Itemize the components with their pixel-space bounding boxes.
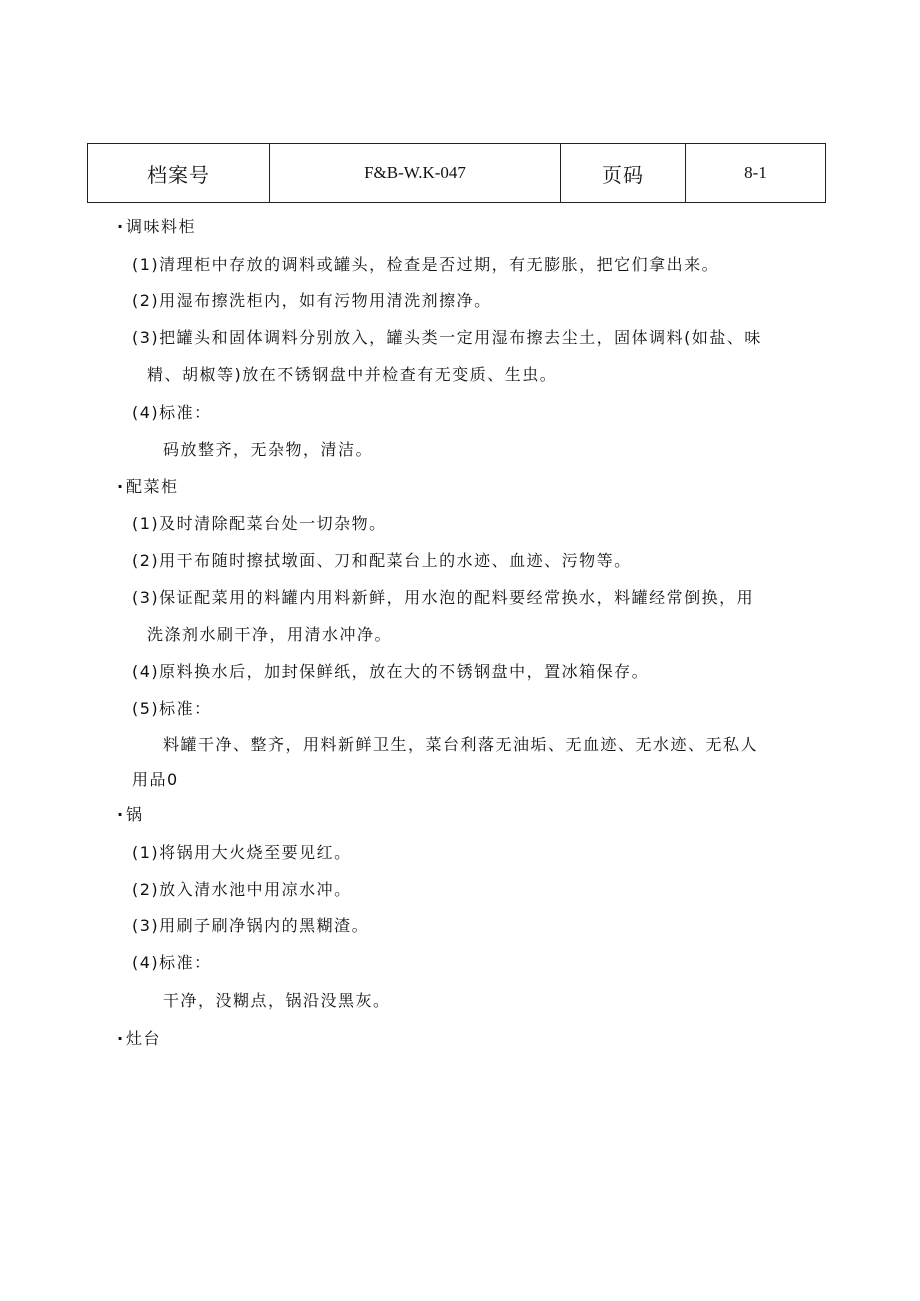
wok-item-4: (4)标准：	[132, 953, 212, 972]
prep-item-5: (5)标准：	[132, 699, 212, 718]
section-heading-stove: ·灶台	[117, 1029, 162, 1048]
wok-item-3: (3)用刷子刷净锅内的黑糊渣。	[132, 916, 370, 935]
page-number-value: 8-1	[686, 144, 826, 203]
seasoning-item-2: (2)用湿布擦洗柜内，如有污物用清洗剂擦净。	[132, 291, 492, 310]
prep-item-1: (1)及时清除配菜台处一切杂物。	[132, 514, 387, 533]
prep-item-2: (2)用干布随时擦拭墩面、刀和配菜台上的水迹、血迹、污物等。	[132, 551, 632, 570]
seasoning-standard: 码放整齐，无杂物，清洁。	[163, 440, 374, 459]
file-number-label: 档案号	[88, 144, 270, 203]
prep-standard: 料罐干净、整齐，用料新鲜卫生，菜台利落无油垢、无血迹、无水迹、无私人	[163, 735, 759, 754]
page-label: 页码	[561, 144, 686, 203]
seasoning-item-4: (4)标准：	[132, 403, 212, 422]
wok-item-2: (2)放入清水池中用凉水冲。	[132, 880, 352, 899]
section-heading-wok: ·锅	[117, 805, 144, 824]
seasoning-item-3-cont: 精、胡椒等)放在不锈钢盘中并检查有无变质、生虫。	[147, 365, 558, 384]
prep-item-4: (4)原料换水后，加封保鲜纸，放在大的不锈钢盘中，置冰箱保存。	[132, 662, 650, 681]
prep-standard-cont: 用品0	[132, 770, 179, 789]
file-number-value: F&B-W.K-047	[270, 144, 561, 203]
wok-item-1: (1)将锅用大火烧至要见红。	[132, 843, 352, 862]
prep-item-3-cont: 洗涤剂水刷干净，用清水冲净。	[147, 625, 393, 644]
section-heading-prep-cabinet: ·配菜柜	[117, 477, 179, 496]
seasoning-item-3: (3)把罐头和固体调料分别放入，罐头类一定用湿布擦去尘土，固体调料(如盐、味	[132, 328, 762, 347]
prep-item-3: (3)保证配菜用的料罐内用料新鲜，用水泡的配料要经常换水，料罐经常倒换，用	[132, 588, 755, 607]
document-header-table	[87, 143, 826, 203]
wok-standard: 干净，没糊点，锅沿没黑灰。	[163, 991, 391, 1010]
seasoning-item-1: (1)清理柜中存放的调料或罐头，检查是否过期，有无膨胀，把它们拿出来。	[132, 255, 720, 274]
section-heading-seasoning-cabinet: ·调味料柜	[117, 217, 197, 236]
